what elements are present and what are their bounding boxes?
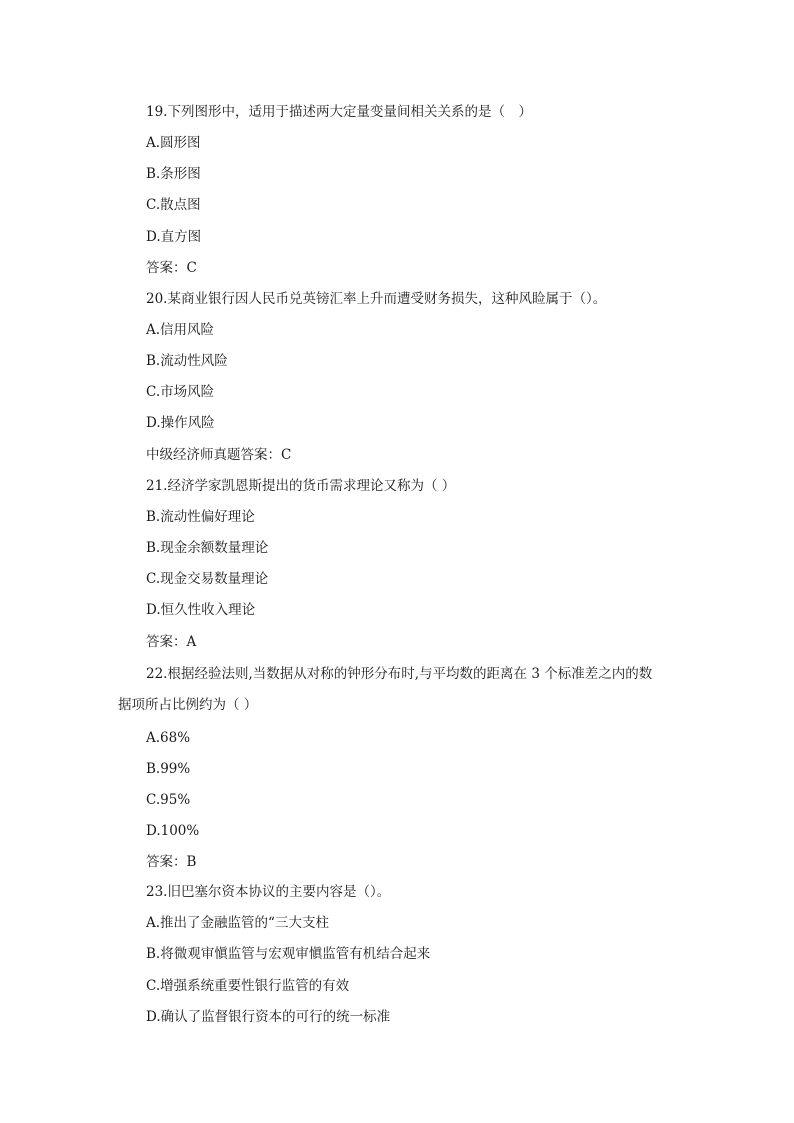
question-23: 23.旧巴塞尔资本协议的主要内容是（）。	[146, 884, 391, 900]
q22-answer: 答案：B	[146, 854, 197, 870]
question-19: 19.下列图形中，适用于描述两大定量变量间相关关系的是（ ）	[146, 104, 532, 120]
q23-option-a: A.推出了金融监管的“三大支柱	[146, 915, 329, 931]
question-20: 20.某商业银行因人民币兑英镑汇率上升而遭受财务损失，这种风睑属于（）。	[146, 291, 607, 307]
q20-answer: 中级经济师真题答案：C	[146, 447, 292, 463]
question-22-line1: 22.根据经验法则,当数据从对称的钟形分布时,与平均数的距离在 3 个标准差之内的数	[146, 666, 653, 682]
q23-option-d: D.确认了监督银行资本的可行的统一标准	[146, 1009, 391, 1025]
q20-option-c: C.市场风险	[146, 384, 215, 400]
q21-option-2: B.现金余额数量理论	[146, 540, 269, 556]
q20-option-d: D.操作风险	[146, 415, 215, 431]
q23-option-b: B.将微观审愼监管与宏观审愼监管有机结合起来	[146, 946, 431, 962]
q22-option-c: C.95%	[146, 792, 191, 808]
question-22-line2: 据项所占比例约为（ ）	[118, 697, 258, 713]
question-21: 21.经济学家凯恩斯提出的货币需求理论又称为（ ）	[146, 478, 456, 494]
q20-option-a: A.信用风险	[146, 322, 215, 338]
q21-option-1: B.流动性偏好理论	[146, 509, 255, 525]
q19-option-c: C.散点图	[146, 197, 201, 213]
q22-option-a: A.68%	[146, 730, 191, 746]
q22-option-b: B.99%	[146, 761, 191, 777]
q23-option-c: C.增强系统重要性银行监管的有效	[146, 978, 350, 994]
q21-option-4: D.恒久性收入理论	[146, 602, 256, 618]
q19-option-d: D.直方图	[146, 229, 202, 245]
q19-option-a: A.圆形图	[146, 135, 201, 151]
q19-option-b: B.条形图	[146, 166, 201, 182]
q21-answer: 答案：A	[146, 634, 197, 650]
q21-option-3: C.现金交易数量理论	[146, 571, 269, 587]
q19-answer: 答案：C	[146, 260, 197, 276]
q20-option-b: B.流动性风险	[146, 353, 228, 369]
q22-option-d: D.100%	[146, 823, 200, 839]
